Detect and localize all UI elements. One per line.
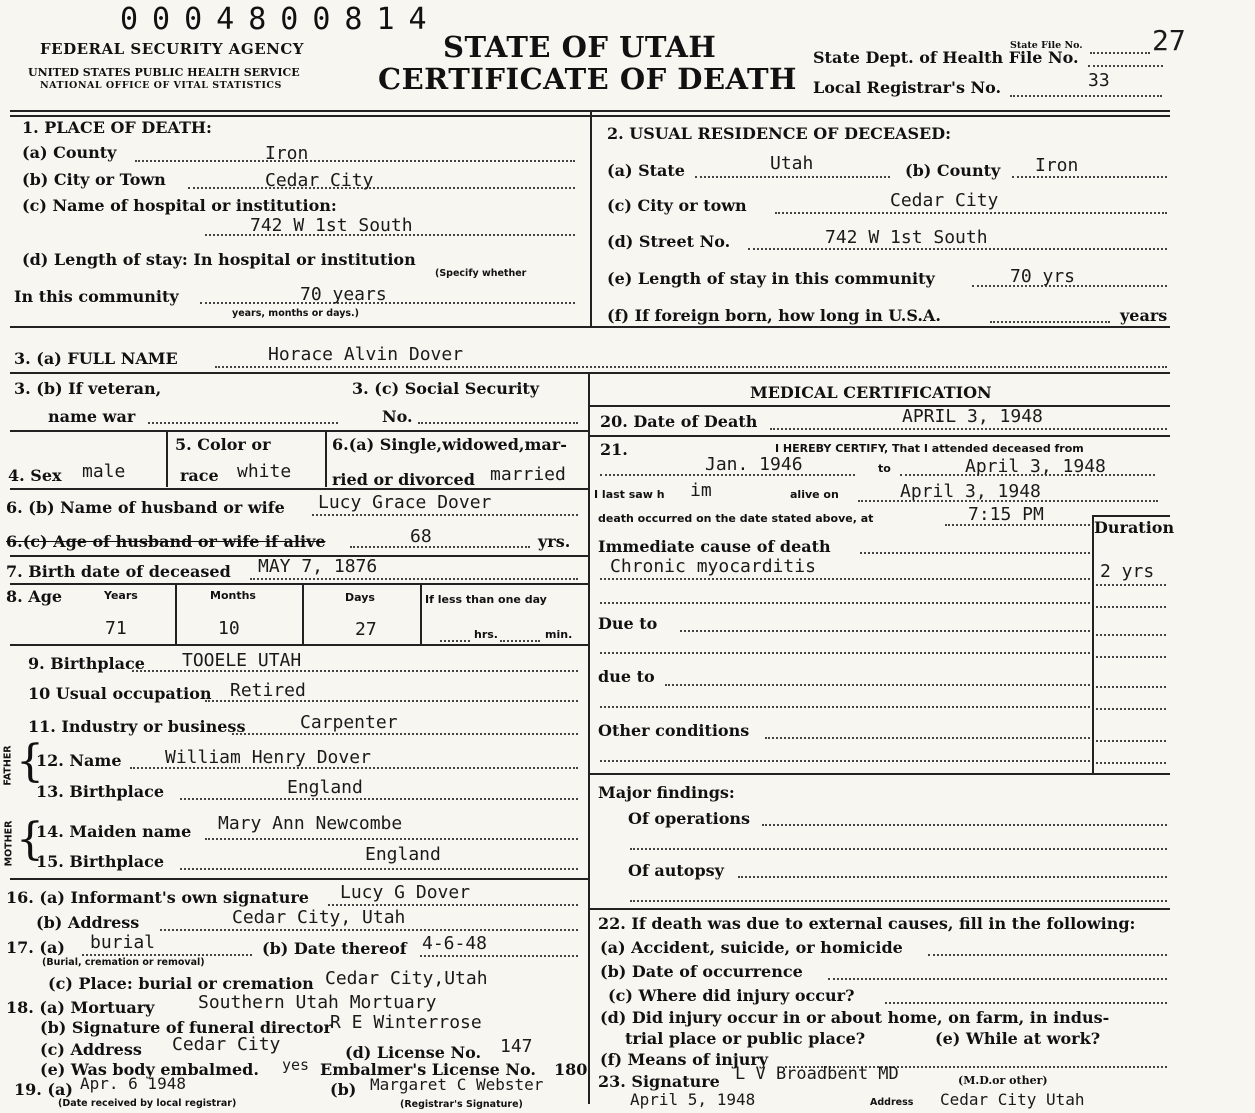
marital-label: 6.(a) Single,widowed,mar- xyxy=(332,435,567,454)
mother-name: Mary Ann Newcombe xyxy=(218,813,403,834)
embalmer-license-label: Embalmer's License No. xyxy=(320,1060,536,1079)
license-label: (d) License No. xyxy=(345,1043,482,1062)
due-to-label-2: due to xyxy=(598,667,655,686)
disposition-date-label: (b) Date thereof xyxy=(262,939,407,958)
occupation-label: 10 Usual occupation xyxy=(28,684,212,703)
residence-heading: 2. USUAL RESIDENCE OF DECEASED: xyxy=(607,124,952,143)
autopsy-label: Of autopsy xyxy=(628,861,724,880)
received-label: 19. (a) xyxy=(14,1080,73,1099)
full-name-label: 3. (a) FULL NAME xyxy=(14,349,178,368)
ext-b-label: (b) Date of occurrence xyxy=(600,962,803,981)
signature-address-label: Address xyxy=(870,1097,914,1108)
street-label: (d) Street No. xyxy=(607,232,731,251)
father-side-label: FATHER xyxy=(2,745,14,786)
age-months-header: Months xyxy=(210,589,256,602)
age-years: 71 xyxy=(105,618,127,639)
war-label: name war xyxy=(48,407,136,426)
spouse-age: 68 xyxy=(410,526,432,547)
office-name: NATIONAL OFFICE OF VITAL STATISTICS xyxy=(40,80,282,91)
operations-label: Of operations xyxy=(628,809,751,828)
res-stay-label: (e) Length of stay in this community xyxy=(607,269,935,288)
birth-date: MAY 7, 1876 xyxy=(258,556,378,577)
ext-d-label-2: trial place or public place? xyxy=(625,1029,866,1048)
sex-value: male xyxy=(82,461,126,482)
age-years-header: Years xyxy=(104,589,138,602)
ssn-label: 3. (c) Social Security xyxy=(352,379,540,398)
disposition-note: (Burial, cremation or removal) xyxy=(42,957,205,968)
disposition-value: burial xyxy=(90,932,156,953)
attended-from: Jan. 1946 xyxy=(705,454,803,475)
file-number-stamp: 0004800814 xyxy=(120,2,441,37)
md-note: (M.D.or other) xyxy=(958,1074,1048,1087)
res-city-label: (c) City or town xyxy=(607,196,747,215)
age-days-header: Days xyxy=(345,591,375,604)
informant-label: 16. (a) Informant's own signature xyxy=(6,888,309,907)
registrar-label: (b) xyxy=(330,1080,357,1099)
medical-heading: MEDICAL CERTIFICATION xyxy=(750,383,992,402)
spouse-name: Lucy Grace Dover xyxy=(318,492,492,513)
signature-label: 23. Signature xyxy=(598,1072,720,1091)
physician-signature: L V Broadbent MD xyxy=(735,1064,899,1084)
title-certificate: CERTIFICATE OF DEATH xyxy=(378,62,797,96)
dept-file-label: State Dept. of Health File No. xyxy=(813,48,1079,67)
full-name: Horace Alvin Dover xyxy=(268,344,464,365)
occupation: Retired xyxy=(230,680,306,701)
license-value: 147 xyxy=(500,1036,533,1057)
ymd-note: years, months or days.) xyxy=(232,308,359,319)
hrs-label: hrs. xyxy=(474,628,498,641)
age-label: 8. Age xyxy=(6,587,63,606)
alive-on-label: alive on xyxy=(790,488,839,501)
ssn-no-label: No. xyxy=(382,407,413,426)
duration-header: Duration xyxy=(1094,518,1175,537)
signature-address: Cedar City Utah xyxy=(940,1090,1085,1109)
father-birthplace: England xyxy=(287,777,363,798)
other-conditions-label: Other conditions xyxy=(598,721,750,740)
address-label: (b) Address xyxy=(36,913,140,932)
foreign-label: (f) If foreign born, how long in U.S.A. xyxy=(607,306,941,325)
last-saw-date: April 3, 1948 xyxy=(900,481,1041,502)
marital-label-2: ried or divorced xyxy=(332,470,475,489)
race-value: white xyxy=(237,461,292,482)
veteran-label: 3. (b) If veteran, xyxy=(14,379,162,398)
community-value: 70 years xyxy=(300,284,387,305)
informant-signature: Lucy G Dover xyxy=(340,882,471,903)
father-bp-label: 13. Birthplace xyxy=(36,782,165,801)
county-label: (a) County xyxy=(22,143,117,162)
hospital-label: (c) Name of hospital or institution: xyxy=(22,196,337,215)
state-file-value: 27 xyxy=(1152,24,1186,57)
birth-date-label: 7. Birth date of deceased xyxy=(6,562,231,581)
last-saw-pronoun: im xyxy=(690,480,712,501)
embalmed-label: (e) Was body embalmed. xyxy=(40,1060,259,1079)
years-label: years xyxy=(1120,306,1168,325)
mortuary-address-label: (c) Address xyxy=(40,1040,142,1059)
external-causes-label: 22. If death was due to external causes, fill in the following: xyxy=(598,914,1136,933)
residence-county: Iron xyxy=(1035,155,1079,176)
spouse-age-label: 6.(c) Age of husband or wife if alive xyxy=(6,532,326,551)
state-label: (a) State xyxy=(607,161,685,180)
race-label: race xyxy=(180,466,219,485)
attended-to: April 3, 1948 xyxy=(965,456,1106,477)
registrar-signature: Margaret C Webster xyxy=(370,1075,544,1094)
due-to-label-1: Due to xyxy=(598,614,658,633)
residence-street: 742 W 1st South xyxy=(825,227,988,248)
res-county-label: (b) County xyxy=(905,161,1001,180)
mortuary-address: Cedar City xyxy=(172,1034,281,1055)
father-name: William Henry Dover xyxy=(165,747,371,768)
certify-text: I HEREBY CERTIFY, That I attended deceased from xyxy=(775,442,1084,455)
spouse-label: 6. (b) Name of husband or wife xyxy=(6,498,285,517)
sex-label: 4. Sex xyxy=(8,466,62,485)
director-label: (b) Signature of funeral director xyxy=(40,1018,332,1037)
place-heading: 1. PLACE OF DEATH: xyxy=(22,118,212,137)
stay-label: (d) Length of stay: In hospital or institution xyxy=(22,250,416,269)
immediate-label: Immediate cause of death xyxy=(598,537,831,556)
residence-city: Cedar City xyxy=(890,190,999,211)
major-findings-label: Major findings: xyxy=(598,783,735,802)
mother-birthplace: England xyxy=(365,844,441,865)
residence-stay: 70 yrs xyxy=(1010,266,1076,287)
registrar-note: (Registrar's Signature) xyxy=(400,1099,523,1110)
received-note: (Date received by local registrar) xyxy=(58,1098,237,1109)
death-county: Iron xyxy=(265,143,309,164)
mother-bp-label: 15. Birthplace xyxy=(36,852,165,871)
immediate-duration: 2 yrs xyxy=(1100,561,1155,582)
ext-c-label: (c) Where did injury occur? xyxy=(608,986,855,1005)
title-state: STATE OF UTAH xyxy=(443,30,717,64)
received-date: Apr. 6 1948 xyxy=(80,1074,186,1093)
industry-label: 11. Industry or business xyxy=(28,717,246,736)
disposition-date: 4-6-48 xyxy=(422,933,488,954)
less-than-day-header: If less than one day xyxy=(425,593,547,606)
embalmer-license: 180 xyxy=(554,1060,588,1079)
agency-name: FEDERAL SECURITY AGENCY xyxy=(40,40,304,58)
yrs-label: yrs. xyxy=(538,532,571,551)
hospital-name: 742 W 1st South xyxy=(250,215,413,236)
director-signature: R E Winterrose xyxy=(330,1012,482,1033)
color-label: 5. Color or xyxy=(175,435,271,454)
time-of-death: 7:15 PM xyxy=(968,504,1044,525)
embalmed-value: yes xyxy=(282,1056,310,1074)
signature-date: April 5, 1948 xyxy=(630,1090,756,1109)
to-label: to xyxy=(878,462,891,475)
date-of-death: APRIL 3, 1948 xyxy=(902,406,1043,427)
residence-state: Utah xyxy=(770,153,814,174)
mortuary-label: 18. (a) Mortuary xyxy=(6,998,155,1017)
local-registrar-label: Local Registrar's No. xyxy=(813,78,1002,97)
state-file-label: State File No. xyxy=(1010,40,1083,51)
birthplace: TOOELE UTAH xyxy=(182,650,302,671)
service-name: UNITED STATES PUBLIC HEALTH SERVICE xyxy=(28,66,300,79)
father-name-label: 12. Name xyxy=(36,751,122,770)
mortuary-name: Southern Utah Mortuary xyxy=(198,992,437,1013)
ext-a-label: (a) Accident, suicide, or homicide xyxy=(600,938,903,957)
ext-d-label: (d) Did injury occur in or about home, on farm, in indus- xyxy=(600,1008,1110,1027)
birthplace-label: 9. Birthplace xyxy=(28,654,145,673)
specify-note: (Specify whether xyxy=(435,268,527,279)
disposition-label: 17. (a) xyxy=(6,938,65,957)
death-city: Cedar City xyxy=(265,170,374,191)
disposition-place: Cedar City,Utah xyxy=(325,968,488,989)
age-days: 27 xyxy=(355,619,377,640)
dod-label: 20. Date of Death xyxy=(600,412,758,431)
local-registrar-value: 33 xyxy=(1088,70,1110,91)
informant-address: Cedar City, Utah xyxy=(232,907,406,928)
last-saw-label: I last saw h xyxy=(594,488,665,501)
marital-value: married xyxy=(490,464,566,485)
immediate-cause: Chronic myocarditis xyxy=(610,556,816,577)
ext-f-label: (f) Means of injury xyxy=(600,1050,769,1069)
certify-number: 21. xyxy=(600,440,628,459)
community-label: In this community xyxy=(14,287,179,306)
industry: Carpenter xyxy=(300,712,398,733)
mother-side-label: MOTHER xyxy=(3,820,15,867)
occurred-label: death occurred on the date stated above, at xyxy=(598,512,874,525)
ext-e-label: (e) While at work? xyxy=(935,1029,1101,1048)
age-months: 10 xyxy=(218,618,240,639)
min-label: min. xyxy=(545,628,573,641)
city-label: (b) City or Town xyxy=(22,170,166,189)
mother-name-label: 14. Maiden name xyxy=(36,822,192,841)
disposition-place-label: (c) Place: burial or cremation xyxy=(48,974,314,993)
